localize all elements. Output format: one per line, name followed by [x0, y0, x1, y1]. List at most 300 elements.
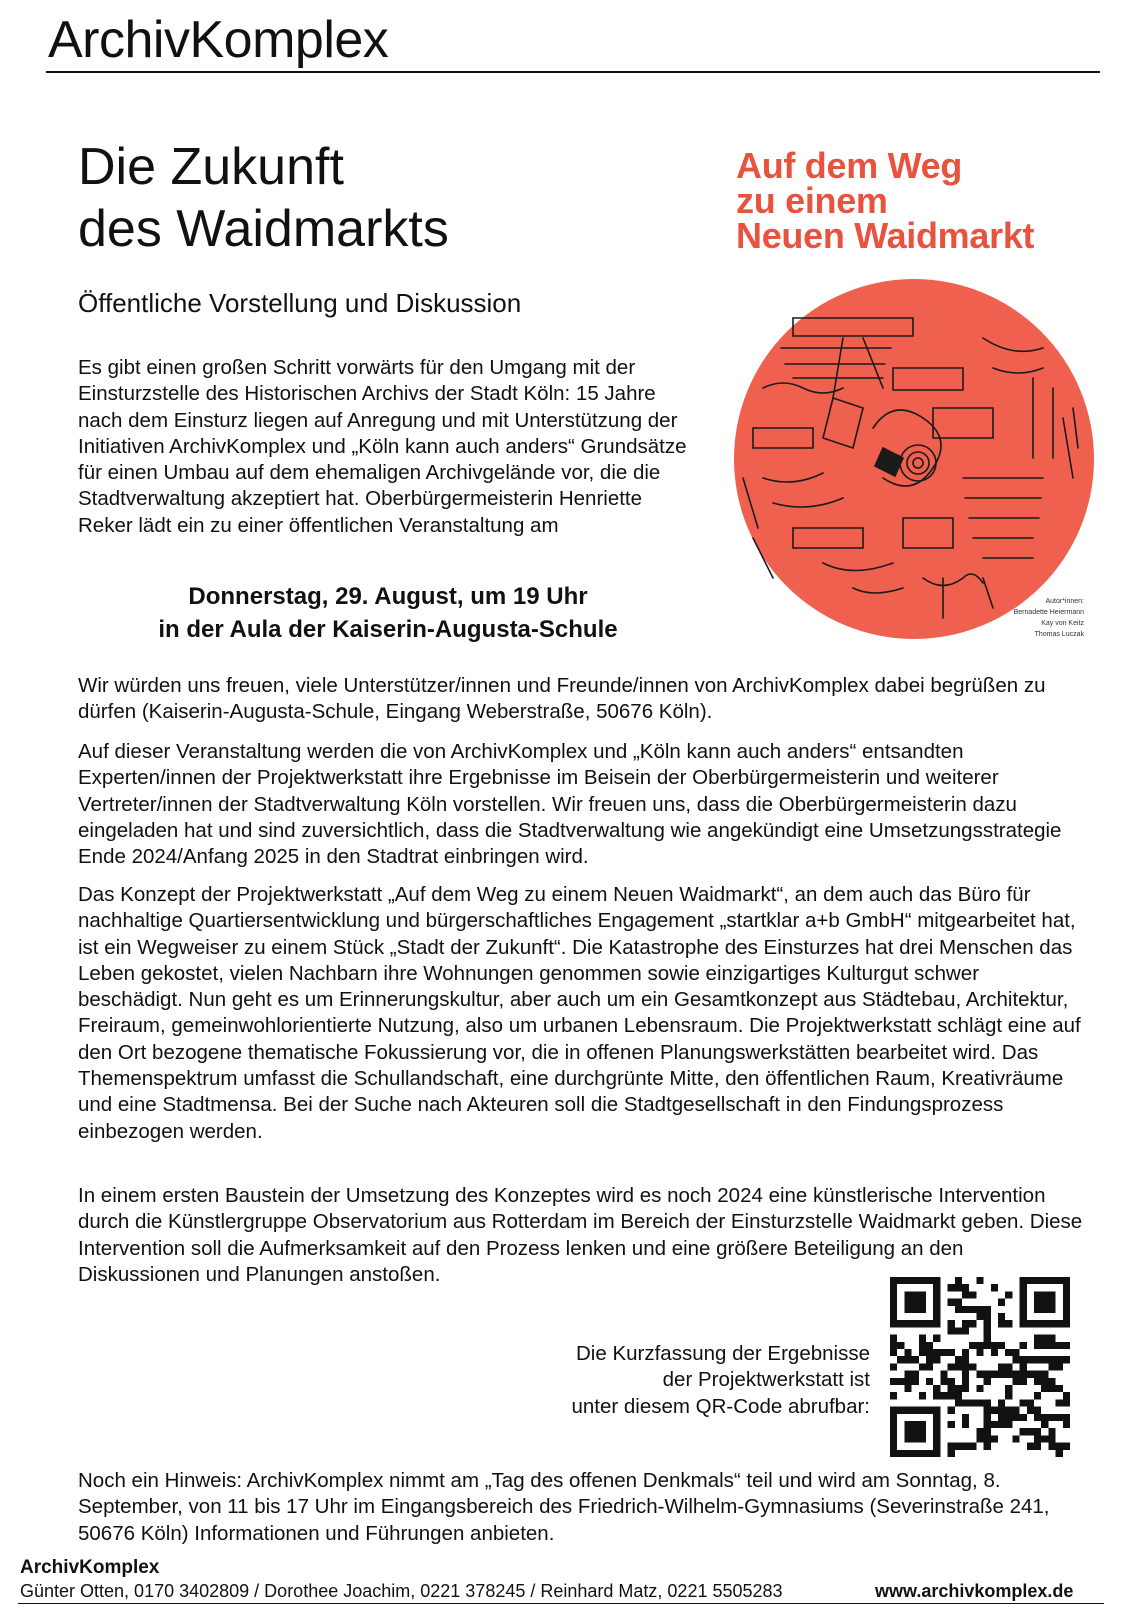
qr-module [1056, 1356, 1063, 1363]
qr-module [1027, 1320, 1034, 1327]
footer-website-link[interactable]: www.archivkomplex.de [875, 1581, 1074, 1601]
qr-module [962, 1378, 969, 1385]
qr-module [1027, 1277, 1034, 1284]
qr-module [933, 1428, 940, 1435]
qr-module [1063, 1443, 1070, 1450]
qr-module [948, 1349, 955, 1356]
qr-module [998, 1421, 1005, 1428]
qr-module [1005, 1407, 1012, 1414]
qr-module [991, 1349, 998, 1356]
event-date: Donnerstag, 29. August, um 19 Uhr [188, 583, 588, 610]
qr-module [1020, 1306, 1027, 1313]
qr-module [926, 1320, 933, 1327]
qr-module [890, 1443, 897, 1450]
qr-module [962, 1399, 969, 1406]
qr-module [919, 1306, 926, 1313]
qr-module [948, 1443, 955, 1450]
qr-module [998, 1320, 1005, 1327]
qr-module [1027, 1443, 1034, 1450]
qr-module [890, 1299, 897, 1306]
qr-module [991, 1371, 998, 1378]
poster-title-line-3: Neuen Waidmarkt [736, 215, 1035, 256]
qr-module [962, 1363, 969, 1370]
qr-module [1034, 1443, 1041, 1450]
qr-module [1041, 1371, 1048, 1378]
qr-module [912, 1291, 919, 1298]
qr-module [904, 1385, 911, 1392]
qr-module [912, 1435, 919, 1442]
page-title [78, 136, 449, 260]
qr-module [969, 1342, 976, 1349]
qr-module [1020, 1378, 1027, 1385]
qr-module [933, 1435, 940, 1442]
qr-module [955, 1299, 962, 1306]
qr-module [904, 1277, 911, 1284]
qr-module [890, 1421, 897, 1428]
poster-title-line-2: zu einem [736, 180, 888, 221]
qr-module [1020, 1284, 1027, 1291]
qr-module [897, 1378, 904, 1385]
qr-module [1048, 1385, 1055, 1392]
qr-module [962, 1320, 969, 1327]
qr-module [962, 1306, 969, 1313]
qr-module [984, 1421, 991, 1428]
qr-module [1012, 1414, 1019, 1421]
qr-module [962, 1414, 969, 1421]
qr-module [926, 1407, 933, 1414]
qr-module [926, 1450, 933, 1457]
qr-module [1020, 1342, 1027, 1349]
qr-module [933, 1313, 940, 1320]
event-location: in der Aula der Kaiserin-Augusta-Schule [158, 616, 618, 643]
qr-module [904, 1421, 911, 1428]
qr-module [998, 1299, 1005, 1306]
qr-module [1056, 1363, 1063, 1370]
qr-module [1027, 1356, 1034, 1363]
paragraph-denkmal-note: Noch ein Hinweis: ArchivKomplex nimmt am „Tag des offenen Denkmals“ teil und wird am Sonntag, 8. September, von 11 bis 17 Uhr im Eingangsbereich des Friedrich-Wilhelm-Gymnasiums (Severinstraße 241, 50676 Köln) Informationen und Führungen anbieten. [78, 1469, 1050, 1545]
qr-module [1020, 1320, 1027, 1327]
qr-module [1048, 1306, 1055, 1313]
qr-module [1041, 1277, 1048, 1284]
qr-module [933, 1421, 940, 1428]
qr-module [976, 1277, 983, 1284]
footer-contacts: Günter Otten, 0170 3402809 / Dorothee Joachim, 0221 378245 / Reinhard Matz, 0221 5505283 [20, 1581, 783, 1601]
qr-module [904, 1349, 911, 1356]
qr-module [1034, 1414, 1041, 1421]
qr-module [904, 1356, 911, 1363]
qr-module [984, 1414, 991, 1421]
qr-module [1027, 1428, 1034, 1435]
qr-module [933, 1299, 940, 1306]
qr-module [962, 1284, 969, 1291]
qr-code[interactable] [890, 1277, 1070, 1457]
qr-module [933, 1335, 940, 1342]
qr-module [1027, 1399, 1034, 1406]
qr-module [1048, 1414, 1055, 1421]
qr-module [948, 1327, 955, 1334]
qr-module [984, 1327, 991, 1334]
qr-module [984, 1313, 991, 1320]
qr-module [897, 1277, 904, 1284]
qr-module [1005, 1414, 1012, 1421]
qr-module [890, 1342, 897, 1349]
qr-module [1063, 1320, 1070, 1327]
qr-module [998, 1313, 1005, 1320]
qr-module [962, 1349, 969, 1356]
qr-module [998, 1414, 1005, 1421]
qr-module [940, 1349, 947, 1356]
qr-module [1063, 1421, 1070, 1428]
qr-module [926, 1342, 933, 1349]
qr-module [948, 1392, 955, 1399]
qr-module [897, 1356, 904, 1363]
qr-module [904, 1306, 911, 1313]
qr-module [1063, 1414, 1070, 1421]
header-rule [46, 71, 1100, 73]
qr-module [991, 1421, 998, 1428]
qr-caption-line-2: der Projektwerkstatt ist [662, 1368, 870, 1392]
qr-module [912, 1428, 919, 1435]
qr-module [984, 1435, 991, 1442]
qr-module [897, 1450, 904, 1457]
footer-organization: ArchivKomplex [20, 1557, 160, 1578]
paragraph-intervention: In einem ersten Baustein der Umsetzung des Konzeptes wird es noch 2024 eine künstlerische Intervention durch die Künstlergruppe Observatorium aus Rotterdam im Bereich der Einsturzstelle Waidmarkt geben. Diese Intervention soll die Aufmerksamkeit auf den Prozess lenken und eine größere Beteiligung an den Diskussionen und Planungen anstoßen. [78, 1184, 1083, 1286]
qr-module [919, 1291, 926, 1298]
qr-module [919, 1335, 926, 1342]
qr-module [1041, 1299, 1048, 1306]
qr-module [962, 1443, 969, 1450]
qr-module [1063, 1277, 1070, 1284]
qr-module [969, 1399, 976, 1406]
qr-module [998, 1407, 1005, 1414]
qr-module [948, 1378, 955, 1385]
qr-module [926, 1378, 933, 1385]
qr-module [998, 1371, 1005, 1378]
qr-module [1041, 1356, 1048, 1363]
qr-module [1034, 1392, 1041, 1399]
qr-module [904, 1378, 911, 1385]
qr-module [933, 1414, 940, 1421]
qr-module [933, 1385, 940, 1392]
qr-module [919, 1421, 926, 1428]
qr-module [1041, 1378, 1048, 1385]
qr-module [1034, 1342, 1041, 1349]
qr-module [1034, 1291, 1041, 1298]
qr-module [912, 1378, 919, 1385]
qr-module [1034, 1299, 1041, 1306]
qr-module [955, 1443, 962, 1450]
qr-module [1020, 1277, 1027, 1284]
qr-module [912, 1299, 919, 1306]
qr-module [998, 1399, 1005, 1406]
qr-module [984, 1399, 991, 1406]
qr-caption-line-1: Die Kurzfassung der Ergebnisse [576, 1342, 870, 1365]
qr-module [1012, 1371, 1019, 1378]
qr-module [1034, 1356, 1041, 1363]
qr-module [976, 1435, 983, 1442]
qr-module [912, 1371, 919, 1378]
qr-module [984, 1320, 991, 1327]
qr-module [890, 1320, 897, 1327]
qr-module [1034, 1335, 1041, 1342]
qr-module [1063, 1342, 1070, 1349]
qr-module [919, 1407, 926, 1414]
qr-module [962, 1371, 969, 1378]
qr-module [890, 1277, 897, 1284]
qr-module [991, 1435, 998, 1442]
qr-module [955, 1392, 962, 1399]
qr-module [984, 1407, 991, 1414]
qr-module [1020, 1313, 1027, 1320]
qr-module [1056, 1342, 1063, 1349]
qr-module [890, 1450, 897, 1457]
qr-module [1041, 1335, 1048, 1342]
intro-paragraph: Es gibt einen großen Schritt vorwärts für den Umgang mit der Einsturzstelle des Historischen Archivs der Stadt Köln: 15 Jahre nach dem Einsturz liegen auf Anregung und mit Unterstützung der Initiativen ArchivKomplex und „Köln kann auch anders“ Grundsätze für einen Umbau auf dem ehemaligen Archivgelände vor, die die Stadtverwaltung akzeptiert hat. Oberbürgermeisterin Henriette Reker lädt ein zu einer öffentlichen Veranstaltung am [78, 356, 687, 537]
qr-module [1048, 1291, 1055, 1298]
qr-module [1012, 1378, 1019, 1385]
qr-module [1041, 1320, 1048, 1327]
qr-module [904, 1291, 911, 1298]
footer-rule [18, 1603, 1104, 1604]
qr-module [1041, 1306, 1048, 1313]
qr-module [1063, 1399, 1070, 1406]
qr-module [1048, 1443, 1055, 1450]
qr-module [969, 1443, 976, 1450]
qr-module [1048, 1320, 1055, 1327]
qr-module [912, 1356, 919, 1363]
qr-module [904, 1320, 911, 1327]
qr-module [955, 1327, 962, 1334]
qr-module [1063, 1356, 1070, 1363]
qr-module [1012, 1349, 1019, 1356]
qr-module [919, 1320, 926, 1327]
qr-module [998, 1342, 1005, 1349]
qr-caption-line-3: unter diesem QR-Code abrufbar: [571, 1394, 870, 1418]
qr-module [1034, 1378, 1041, 1385]
qr-module [904, 1435, 911, 1442]
qr-module [976, 1306, 983, 1313]
brand-title: ArchivKomplex [48, 11, 389, 69]
page-subtitle: Öffentliche Vorstellung und Diskussion [78, 288, 522, 318]
poster-title [736, 145, 1035, 256]
qr-module [1063, 1306, 1070, 1313]
poster-credits [1000, 596, 1084, 640]
qr-module [976, 1428, 983, 1435]
qr-module [919, 1435, 926, 1442]
qr-module [991, 1407, 998, 1414]
qr-module [984, 1443, 991, 1450]
qr-module [904, 1299, 911, 1306]
qr-module [890, 1284, 897, 1291]
qr-module [912, 1407, 919, 1414]
qr-module [890, 1378, 897, 1385]
qr-module [969, 1306, 976, 1313]
qr-module [1034, 1306, 1041, 1313]
qr-module [962, 1327, 969, 1334]
qr-module [940, 1371, 947, 1378]
qr-module [1048, 1428, 1055, 1435]
qr-module [991, 1342, 998, 1349]
qr-module [933, 1356, 940, 1363]
sketch-map-image [733, 278, 1095, 640]
qr-module [890, 1407, 897, 1414]
qr-module [948, 1284, 955, 1291]
qr-module [1034, 1371, 1041, 1378]
qr-module [955, 1399, 962, 1406]
qr-module [940, 1392, 947, 1399]
qr-module [984, 1342, 991, 1349]
qr-module [1056, 1450, 1063, 1457]
qr-module [904, 1407, 911, 1414]
qr-module [955, 1277, 962, 1284]
qr-module [933, 1407, 940, 1414]
qr-module [1056, 1443, 1063, 1450]
qr-module [1020, 1399, 1027, 1406]
qr-module [1034, 1435, 1041, 1442]
qr-module [998, 1363, 1005, 1370]
qr-module [1048, 1435, 1055, 1442]
qr-module [933, 1284, 940, 1291]
qr-module [1012, 1356, 1019, 1363]
qr-module [1034, 1320, 1041, 1327]
qr-module [933, 1277, 940, 1284]
qr-module [1041, 1291, 1048, 1298]
qr-module [933, 1443, 940, 1450]
qr-module [1063, 1313, 1070, 1320]
qr-module [940, 1378, 947, 1385]
qr-module [1020, 1428, 1027, 1435]
qr-module [948, 1299, 955, 1306]
qr-module [955, 1385, 962, 1392]
credits-label: Autor*innen: [1045, 598, 1084, 605]
qr-module [1063, 1392, 1070, 1399]
qr-module [1005, 1349, 1012, 1356]
qr-module [1020, 1291, 1027, 1298]
qr-module [904, 1450, 911, 1457]
qr-module [984, 1428, 991, 1435]
qr-module [912, 1306, 919, 1313]
qr-module [1005, 1385, 1012, 1392]
qr-module [919, 1299, 926, 1306]
qr-module [1048, 1363, 1055, 1370]
qr-module [926, 1349, 933, 1356]
qr-module [1034, 1428, 1041, 1435]
qr-module [890, 1335, 897, 1342]
qr-module [1063, 1284, 1070, 1291]
qr-module [912, 1421, 919, 1428]
qr-module [1048, 1378, 1055, 1385]
qr-module [1041, 1385, 1048, 1392]
qr-module [1056, 1320, 1063, 1327]
qr-module [976, 1385, 983, 1392]
qr-module [1041, 1342, 1048, 1349]
qr-module [890, 1392, 897, 1399]
qr-module [919, 1428, 926, 1435]
qr-module [919, 1277, 926, 1284]
qr-module [897, 1407, 904, 1414]
qr-module [1056, 1277, 1063, 1284]
qr-module [1056, 1399, 1063, 1406]
qr-module [948, 1450, 955, 1457]
qr-module [919, 1392, 926, 1399]
qr-module [933, 1392, 940, 1399]
qr-module [1020, 1414, 1027, 1421]
qr-module [1020, 1299, 1027, 1306]
qr-module [1005, 1363, 1012, 1370]
qr-module [1056, 1414, 1063, 1421]
qr-module [933, 1320, 940, 1327]
qr-module [1005, 1291, 1012, 1298]
qr-module [1048, 1342, 1055, 1349]
qr-module [926, 1363, 933, 1370]
qr-module [962, 1421, 969, 1428]
qr-module [904, 1428, 911, 1435]
qr-module [976, 1399, 983, 1406]
qr-module [890, 1435, 897, 1442]
qr-module [897, 1320, 904, 1327]
qr-module [955, 1284, 962, 1291]
qr-module [1005, 1320, 1012, 1327]
qr-module [919, 1349, 926, 1356]
qr-module [1005, 1421, 1012, 1428]
poster-title-line-1: Auf dem Weg [736, 145, 963, 186]
qr-module [890, 1414, 897, 1421]
qr-module [948, 1363, 955, 1370]
credits-author-1: Bernadette Heiermann [1013, 609, 1084, 616]
qr-module [890, 1428, 897, 1435]
qr-module [912, 1320, 919, 1327]
qr-module [1041, 1421, 1048, 1428]
qr-module [1012, 1435, 1019, 1442]
qr-module [1063, 1299, 1070, 1306]
qr-caption [510, 1341, 870, 1420]
qr-module [1056, 1385, 1063, 1392]
qr-module [926, 1277, 933, 1284]
qr-module [1027, 1371, 1034, 1378]
qr-module [933, 1291, 940, 1298]
title-line-2: des Waidmarkts [78, 200, 449, 258]
event-details [78, 580, 698, 646]
qr-module [1020, 1371, 1027, 1378]
qr-module [890, 1313, 897, 1320]
qr-module [955, 1306, 962, 1313]
credits-author-2: Kay von Keitz [1041, 620, 1084, 627]
qr-module [991, 1284, 998, 1291]
credits-author-3: Thomas Luczak [1034, 631, 1084, 638]
qr-module [933, 1450, 940, 1457]
qr-module [1020, 1363, 1027, 1370]
qr-module [984, 1335, 991, 1342]
qr-module [890, 1306, 897, 1313]
qr-module [933, 1349, 940, 1356]
qr-module [962, 1385, 969, 1392]
qr-module [969, 1291, 976, 1298]
qr-module [976, 1371, 983, 1378]
qr-module [962, 1356, 969, 1363]
qr-module [926, 1356, 933, 1363]
qr-module [904, 1371, 911, 1378]
qr-module [984, 1306, 991, 1313]
qr-module [962, 1291, 969, 1298]
qr-module [948, 1320, 955, 1327]
qr-module [933, 1306, 940, 1313]
qr-module [976, 1349, 983, 1356]
paragraph-event-info: Auf dieser Veranstaltung werden die von ArchivKomplex und „Köln kann auch anders“ entsandten Experten/innen der Projektwerkstatt ihre Ergebnisse im Beisein der Oberbürgermeisterin und weiterer Vertreter/innen der Stadtverwaltung Köln vorstellen. Wir freuen uns, dass die Oberbürgermeisterin dazu eingeladen hat und sind zuversichtlich, dass die Stadtverwaltung wie angekündigt eine Umsetzungsstrategie Ende 2024/Anfang 2025 in den Stadtrat einbringen wird. [78, 740, 1062, 869]
qr-module [1005, 1392, 1012, 1399]
qr-module [1041, 1435, 1048, 1442]
qr-module [1020, 1356, 1027, 1363]
qr-module [976, 1342, 983, 1349]
